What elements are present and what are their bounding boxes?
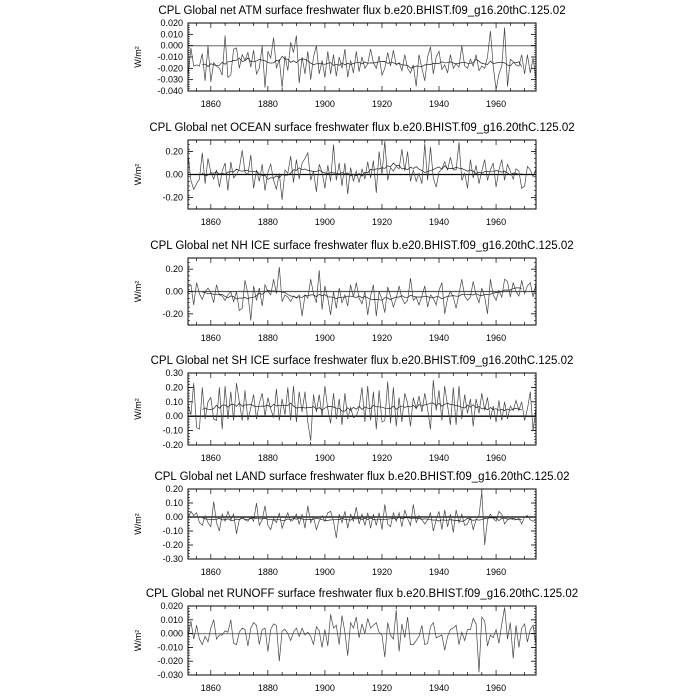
- x-tick-label: 1940: [429, 567, 450, 577]
- chart-title: CPL Global net ATM surface freshwater flux b.e20.BHIST.f09_g16.20thC.125.02: [158, 5, 566, 17]
- y-tick-label: -0.030: [157, 74, 183, 85]
- chart-title: CPL Global net SH ICE surface freshwater flux b.e20.BHIST.f09_g16.20thC.125.02: [150, 355, 574, 367]
- annual-series-line: [188, 607, 536, 672]
- y-tick-label: 0.00: [165, 411, 183, 422]
- panel-4: [133, 355, 573, 463]
- y-tick-label: -0.020: [157, 656, 183, 667]
- x-tick-label: 1960: [486, 333, 507, 343]
- chart-title: CPL Global net LAND surface freshwater flux b.e20.BHIST.f09_g16.20thC.125.02: [154, 471, 570, 483]
- y-tick-label: -0.20: [162, 540, 183, 550]
- panel-6: [133, 588, 578, 693]
- chart-title: CPL Global net OCEAN surface freshwater flux b.e20.BHIST.f09_g16.20thC.125.02: [149, 122, 575, 134]
- y-tick-label: 0.010: [160, 29, 183, 40]
- y-tick-label: 0.20: [165, 382, 183, 393]
- running-mean-line: [202, 288, 521, 300]
- x-tick-label: 1920: [371, 333, 392, 343]
- y-tick-label: -0.010: [157, 52, 183, 62]
- x-tick-label: 1920: [371, 453, 392, 463]
- y-axis-label: W/m²: [133, 398, 143, 420]
- plot-frame: [188, 606, 536, 675]
- y-tick-label: 0.000: [160, 628, 183, 639]
- x-tick-label: 1940: [429, 683, 450, 693]
- y-axis-label: W/m²: [133, 46, 143, 68]
- x-tick-label: 1900: [314, 217, 335, 227]
- y-tick-label: 0.30: [165, 368, 183, 378]
- x-tick-label: 1900: [314, 99, 335, 109]
- x-tick-label: 1940: [429, 333, 450, 343]
- y-tick-label: -0.10: [162, 425, 183, 436]
- x-tick-label: 1860: [200, 567, 221, 577]
- x-tick-label: 1960: [486, 453, 507, 463]
- y-tick-label: 0.10: [165, 396, 183, 407]
- y-tick-label: -0.10: [162, 526, 183, 536]
- chart-title: CPL Global net NH ICE surface freshwater flux b.e20.BHIST.f09_g16.20thC.125.02: [150, 240, 574, 252]
- x-tick-label: 1880: [257, 567, 278, 577]
- x-tick-label: 1900: [314, 567, 335, 577]
- y-tick-label: 0.00: [165, 286, 183, 297]
- y-tick-label: -0.20: [162, 440, 183, 450]
- annual-series-line: [188, 267, 536, 321]
- x-tick-label: 1940: [429, 99, 450, 109]
- x-tick-label: 1860: [200, 333, 221, 343]
- x-tick-label: 1960: [486, 217, 507, 227]
- y-tick-label: -0.020: [157, 63, 183, 74]
- x-tick-label: 1940: [429, 453, 450, 463]
- running-mean-line: [202, 163, 521, 179]
- panel-1: [133, 5, 566, 109]
- x-tick-label: 1940: [429, 217, 450, 227]
- y-tick-label: 0.020: [160, 18, 183, 28]
- y-tick-label: 0.00: [165, 512, 183, 522]
- x-tick-label: 1860: [200, 217, 221, 227]
- chart-title: CPL Global net RUNOFF surface freshwater flux b.e20.BHIST.f09_g16.20thC.125.02: [145, 588, 579, 600]
- x-tick-label: 1900: [314, 453, 335, 463]
- y-tick-label: -0.30: [162, 554, 183, 564]
- y-tick-label: -0.010: [157, 642, 183, 653]
- panel-2: [133, 122, 575, 227]
- y-tick-label: 0.00: [165, 169, 183, 180]
- x-tick-label: 1860: [200, 99, 221, 109]
- y-tick-label: -0.040: [157, 86, 183, 96]
- annual-series-line: [188, 380, 536, 441]
- y-tick-label: 0.20: [165, 264, 183, 275]
- x-tick-label: 1900: [314, 683, 335, 693]
- x-tick-label: 1920: [371, 99, 392, 109]
- panel-5: [133, 471, 570, 577]
- x-tick-label: 1880: [257, 333, 278, 343]
- y-tick-label: -0.20: [162, 308, 183, 319]
- y-tick-label: 0.000: [160, 40, 183, 51]
- x-tick-label: 1880: [257, 683, 278, 693]
- x-tick-label: 1880: [257, 99, 278, 109]
- y-tick-label: 0.10: [165, 498, 183, 508]
- panel-3: [133, 240, 574, 343]
- y-axis-label: W/m²: [133, 163, 143, 186]
- x-tick-label: 1960: [486, 683, 507, 693]
- x-tick-label: 1900: [314, 333, 335, 343]
- y-tick-label: 0.20: [165, 146, 183, 157]
- y-axis-label: W/m²: [133, 629, 143, 652]
- x-tick-label: 1880: [257, 453, 278, 463]
- y-tick-label: 0.010: [160, 614, 183, 625]
- x-tick-label: 1960: [486, 99, 507, 109]
- x-tick-label: 1960: [486, 567, 507, 577]
- x-tick-label: 1860: [200, 683, 221, 693]
- x-tick-label: 1920: [371, 567, 392, 577]
- y-tick-label: -0.20: [162, 192, 183, 203]
- annual-series-line: [188, 492, 536, 545]
- x-tick-label: 1920: [371, 217, 392, 227]
- y-tick-label: -0.030: [157, 670, 183, 680]
- y-tick-label: 0.020: [160, 601, 183, 611]
- x-tick-label: 1880: [257, 217, 278, 227]
- x-tick-label: 1860: [200, 453, 221, 463]
- y-axis-label: W/m²: [133, 513, 143, 535]
- x-tick-label: 1920: [371, 683, 392, 693]
- y-axis-label: W/m²: [133, 280, 143, 303]
- y-tick-label: 0.20: [165, 484, 183, 494]
